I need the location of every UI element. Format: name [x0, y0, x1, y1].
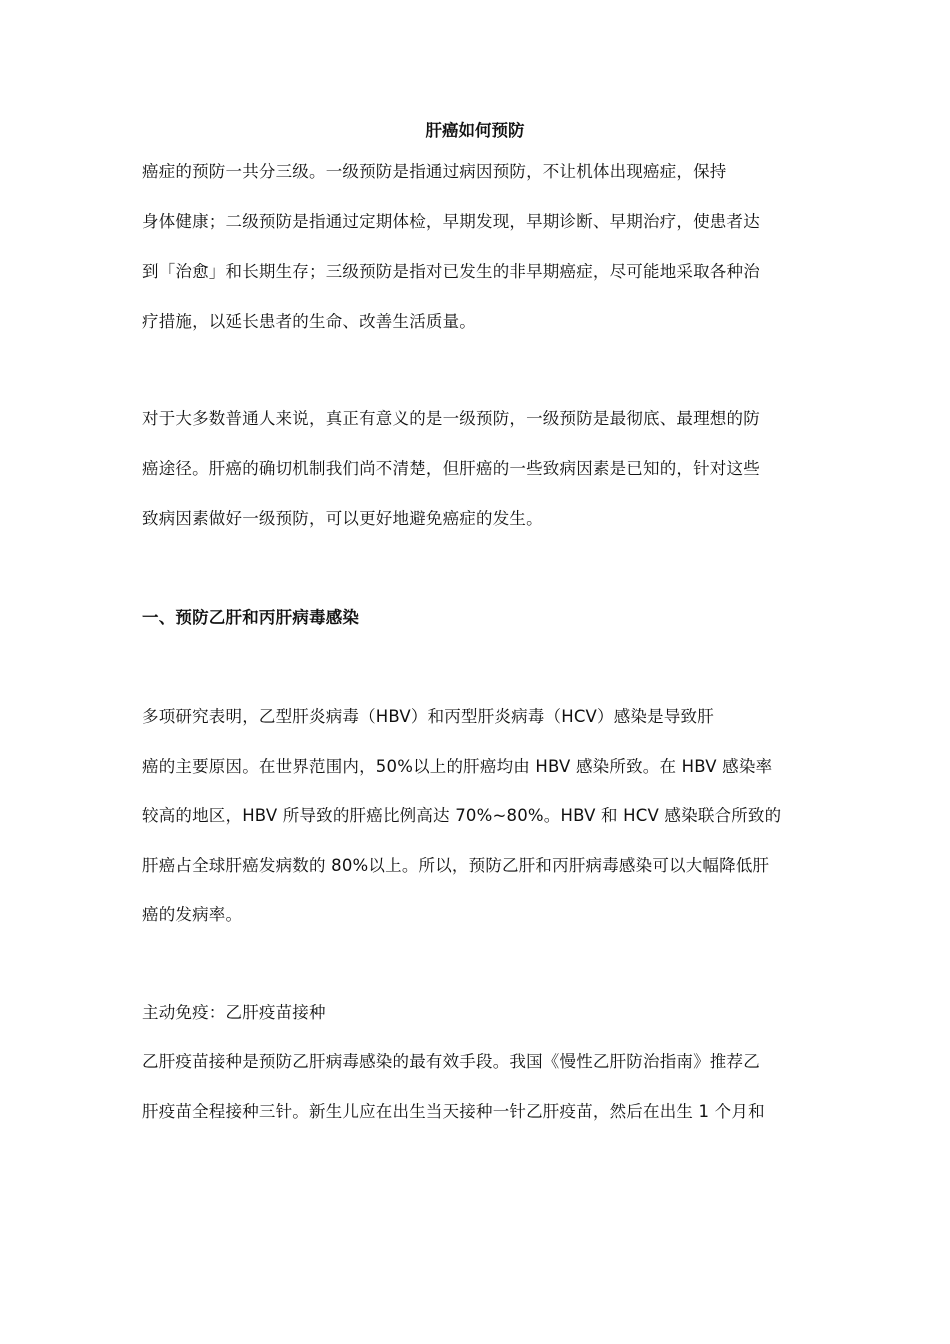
- paragraph-line: 癌途径。肝癌的确切机制我们尚不清楚，但肝癌的一些致病因素是已知的，针对这些: [142, 459, 760, 478]
- paragraph-line: 到「治愈」和长期生存；三级预防是指对已发生的非早期癌症，尽可能地采取各种治: [142, 262, 760, 281]
- section-heading: 一、预防乙肝和丙肝病毒感染: [142, 608, 360, 627]
- paragraph-line: 癌的发病率。: [142, 905, 243, 924]
- paragraph-line: 多项研究表明，乙型肝炎病毒（HBV）和丙型肝炎病毒（HCV）感染是导致肝: [142, 707, 714, 726]
- subheading: 主动免疫：乙肝疫苗接种: [142, 1003, 326, 1022]
- paragraph-line: 肝疫苗全程接种三针。新生儿应在出生当天接种一针乙肝疫苗，然后在出生 1 个月和: [142, 1102, 765, 1121]
- paragraph-line: 癌症的预防一共分三级。一级预防是指通过病因预防，不让机体出现癌症，保持: [142, 162, 727, 181]
- paragraph-line: 较高的地区，HBV 所导致的肝癌比例高达 70%~80%。HBV 和 HCV 感染联合所致的: [142, 806, 782, 825]
- paragraph-line: 疗措施，以延长患者的生命、改善生活质量。: [142, 312, 476, 331]
- paragraph-line: 癌的主要原因。在世界范围内，50%以上的肝癌均由 HBV 感染所致。在 HBV 感染率: [142, 757, 773, 776]
- document-title: 肝癌如何预防: [425, 121, 525, 140]
- paragraph-line: 致病因素做好一级预防，可以更好地避免癌症的发生。: [142, 509, 543, 528]
- paragraph-line: 身体健康；二级预防是指通过定期体检，早期发现，早期诊断、早期治疗，使患者达: [142, 212, 760, 231]
- paragraph-line: 肝癌占全球肝癌发病数的 80%以上。所以，预防乙肝和丙肝病毒感染可以大幅降低肝: [142, 856, 770, 875]
- paragraph-line: 对于大多数普通人来说，真正有意义的是一级预防，一级预防是最彻底、最理想的防: [142, 409, 760, 428]
- paragraph-line: 乙肝疫苗接种是预防乙肝病毒感染的最有效手段。我国《慢性乙肝防治指南》推荐乙: [142, 1052, 760, 1071]
